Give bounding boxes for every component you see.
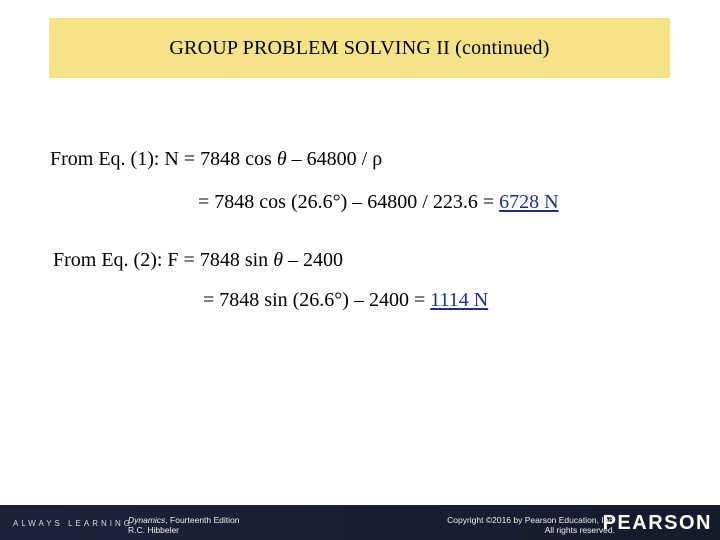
equation-2-prefix: From Eq. (2): F = 7848 sin [53, 249, 274, 271]
book-author: R.C. Hibbeler [128, 525, 180, 535]
equation-1-result [198, 191, 559, 214]
equation-2 [53, 249, 343, 272]
slide-title: GROUP PROBLEM SOLVING II (continued) [169, 36, 550, 59]
book-edition: , Fourteenth Edition [165, 515, 240, 525]
equation-2-result [203, 289, 488, 312]
copyright-line-1: Copyright ©2016 by Pearson Education, Inc. [447, 515, 615, 525]
copyright-line-2: All rights reserved. [544, 525, 615, 535]
footer-bar [0, 505, 720, 540]
book-info [128, 515, 240, 535]
book-title: Dynamics [128, 515, 166, 525]
equation-1-mid: – 64800 / [286, 148, 373, 170]
answer-normal-force: 6728 N [499, 191, 559, 213]
equation-1-result-text: = 7848 cos (26.6°) – 64800 / 223.6 = [198, 191, 500, 213]
rho-symbol: ρ [372, 148, 383, 170]
equation-2-suffix: – 2400 [283, 249, 344, 271]
equation-1 [50, 148, 382, 171]
pearson-logo: PEARSON [602, 512, 712, 534]
title-bar [49, 18, 670, 78]
theta-symbol: θ [276, 148, 287, 170]
equation-1-prefix: From Eq. (1): N = 7848 cos [50, 148, 277, 170]
copyright-notice [447, 515, 615, 535]
always-learning-label: ALWAYS LEARNING [13, 519, 133, 528]
answer-friction-force: 1114 N [430, 289, 489, 311]
equation-2-result-text: = 7848 sin (26.6°) – 2400 = [203, 289, 431, 311]
theta-symbol: θ [273, 249, 284, 271]
